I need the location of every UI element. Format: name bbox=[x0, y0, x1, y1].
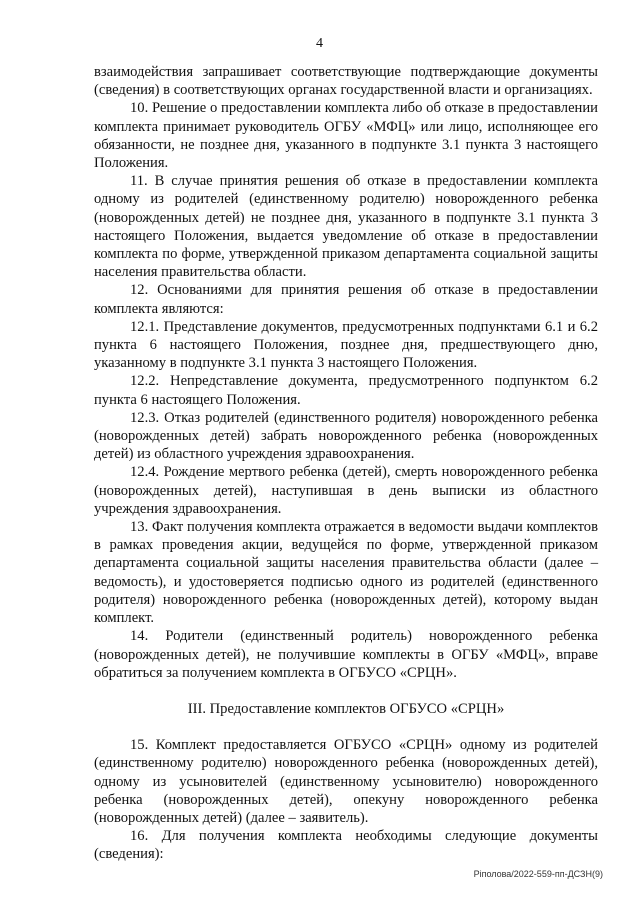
paragraph-12: 12. Основаниями для принятия решения об отказе в предоставлении комплекта являются: bbox=[94, 282, 598, 317]
paragraph-continuation: взаимодействия запрашивает соответствующие подтверждающие документы (сведения) в соответствующих органах государственной власти и организациях. bbox=[94, 64, 598, 99]
paragraph-12-3: 12.3. Отказ родителей (единственного родителя) новорожденного ребенка (новорожденных детей) забрать новорожденного ребенка (новорожденных детей) из областного учреждения здравоохранения. bbox=[94, 409, 598, 463]
paragraph-12-1: 12.1. Представление документов, предусмотренных подпунктами 6.1 и 6.2 пункта 6 настоящего Положения, позднее дня, предшествующего дню, указанному в подпункте 3.1 пункта 3 настоящего Положения. bbox=[94, 318, 598, 372]
paragraph-16: 16. Для получения комплекта необходимы следующие документы (сведения): bbox=[94, 828, 598, 863]
document-footer-code: Рiполова/2022-559-пп-ДСЗН(9) bbox=[473, 869, 603, 879]
document-body bbox=[94, 63, 598, 864]
section-heading-3: III. Предоставление комплектов ОГБУСО «СРЦН» bbox=[187, 700, 505, 717]
paragraph-13: 13. Факт получения комплекта отражается в ведомости выдачи комплектов в рамках проведения акции, ведущейся по форме, утвержденной приказом департамента социальной защиты населения правительства области (далее – ведомость), и удостоверяется подписью одного из родителей (единственного родителя) новорожденного ребенка (новорожденных детей), которому выдан комплект. bbox=[94, 519, 598, 627]
paragraph-14: 14. Родители (единственный родитель) новорожденного ребенка (новорожденных детей), не получившие комплекты в ОГБУ «МФЦ», вправе обратиться за получением комплекта в ОГБУСО «СРЦН». bbox=[94, 628, 598, 681]
page-number: 4 bbox=[316, 36, 323, 51]
paragraph-12-2: 12.2. Непредставление документа, предусмотренного подпунктом 6.2 пункта 6 настоящего Положения. bbox=[94, 373, 598, 408]
paragraph-11: 11. В случае принятия решения об отказе в предоставлении комплекта одному из родителей (единственному родителю) новорожденного ребенка (новорожденных детей) не позднее дня, указанного в подпункте 3.1 пункта 3 настоящего Положения, выдается уведомление об отказе в предоставлении комплекта по форме, утвержденной приказом департамента социальной защиты населения правительства области. bbox=[94, 173, 598, 281]
paragraph-12-4: 12.4. Рождение мертвого ребенка (детей), смерть новорожденного ребенка (новорожденных детей), наступившая в день выписки из областного учреждения здравоохранения. bbox=[94, 464, 598, 517]
paragraph-10: 10. Решение о предоставлении комплекта либо об отказе в предоставлении комплекта принимает руководитель ОГБУ «МФЦ» или лицо, исполняющее его обязанности, не позднее дня, указанного в подпункте 3.1 пункта 3 настоящего Положения. bbox=[94, 100, 598, 172]
paragraph-15: 15. Комплект предоставляется ОГБУСО «СРЦН» одному из родителей (единственному родителю) новорожденного ребенка (новорожденных детей), одному из усыновителей (единственному усыновителю) новорожденного ребенка (новорожденных детей), опекуну новорожденного ребенка (новорожденных детей) (далее – заявитель). bbox=[94, 737, 598, 826]
